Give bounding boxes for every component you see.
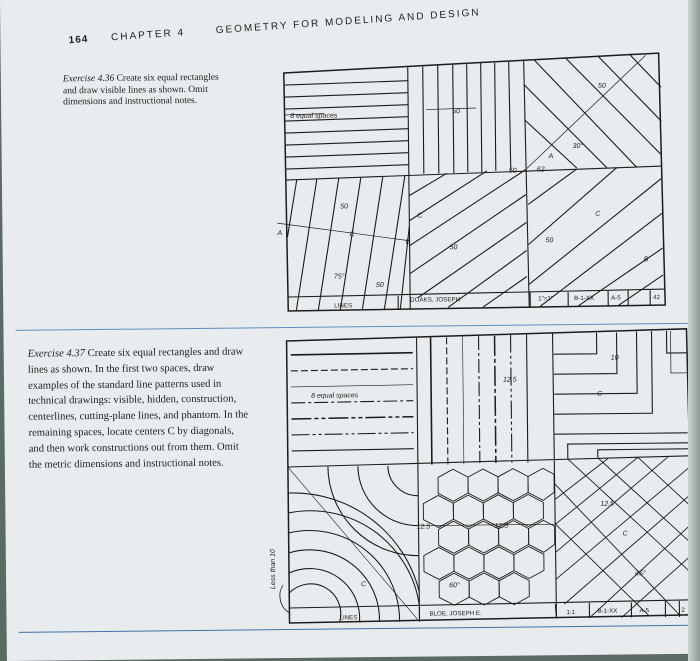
title-block-drawing: B-1-XX [597, 607, 618, 615]
exercise-text: Create six equal rectangles and draw lines as shown. In the first two spaces, draw examples of the standard line patterns used in technical drawings: visible, hidden, construction, centerlines, cutting-plane lines, and phantom. In the remaining spaces, locate centers C by diagonals, and then work constructions out from them. Omit the metric dimensions and instructional notes. [27, 346, 249, 471]
exercise-4-37-drawing [266, 323, 694, 629]
dim-50-d: 50 [340, 203, 349, 211]
title-block-name: LINES [334, 302, 353, 310]
dim-12-5-d: 12.5 [600, 500, 614, 508]
dim-10: 10 [610, 354, 619, 362]
dim-62: 62 [536, 166, 545, 174]
dim-50-g: 50 [545, 237, 554, 245]
title-block-author: DOAKS, JOSEPH [410, 296, 461, 304]
label-b: B [405, 238, 411, 246]
dim-50-f: 50 [449, 244, 458, 252]
page-edge [688, 0, 700, 661]
label-c-weave: C [622, 530, 628, 538]
title-block-sheet: A-5 [639, 607, 650, 615]
title-block-scale: 1"=1" [538, 295, 554, 303]
dim-12-5-a: 12.5 [502, 376, 517, 384]
dim-45-deg: 45° [635, 570, 646, 578]
title-block-number: 42 [653, 294, 661, 302]
label-b-right: B [643, 256, 649, 264]
dim-75-deg: 75° [333, 273, 345, 281]
label-c-arcs: C [361, 581, 367, 589]
label-a-right: A [548, 153, 554, 161]
chapter-title: GEOMETRY FOR MODELING AND DESIGN [215, 7, 481, 37]
page-number: 164 [68, 33, 89, 47]
exercise-4-37-caption [28, 344, 251, 473]
dim-60-deg: 60° [449, 582, 460, 590]
less-than-10-note: Less than 10 [269, 549, 278, 590]
running-header [68, 4, 528, 46]
exercise-4-36-drawing [276, 43, 679, 322]
title-block-sheet: A-5 [611, 294, 621, 302]
dim-50-a: 50 [452, 108, 461, 116]
exercise-label: Exercise 4.36 [62, 73, 115, 85]
label-c-mid: C [417, 212, 423, 220]
exercise-4-36-caption [63, 73, 233, 109]
title-block-drawing: B-1-XX [574, 294, 595, 303]
label-c-left: C [349, 231, 355, 239]
chapter-label: CHAPTER 4 [110, 27, 186, 44]
dim-12-5-b: 12.5 [416, 523, 431, 531]
eq-spaces-note: 8 equal spaces [311, 392, 359, 400]
title-block-number: 2 [681, 606, 685, 614]
dim-50-e: 50 [375, 281, 384, 290]
label-c-corner: C [597, 390, 603, 398]
label-a-left: A [277, 230, 283, 238]
exercise-text: Create six equal rectangles and draw visible lines as shown. Omit dimensions and instructional notes. [62, 72, 219, 108]
dim-50-c: 50 [508, 167, 517, 175]
exercise-label: Exercise 4.37 [27, 348, 86, 360]
dim-50-b: 50 [597, 82, 606, 90]
dim-12-5-c: 12.5 [494, 522, 509, 530]
eq-spaces-note: 8 equal spaces [290, 112, 338, 120]
title-block-name: LINES [339, 614, 358, 622]
title-block-scale: 1:1 [566, 609, 576, 617]
dim-30-deg: 30° [572, 142, 584, 151]
title-block-author: BLOE, JOSEPH E. [429, 609, 482, 618]
label-c-right: C [595, 210, 601, 218]
